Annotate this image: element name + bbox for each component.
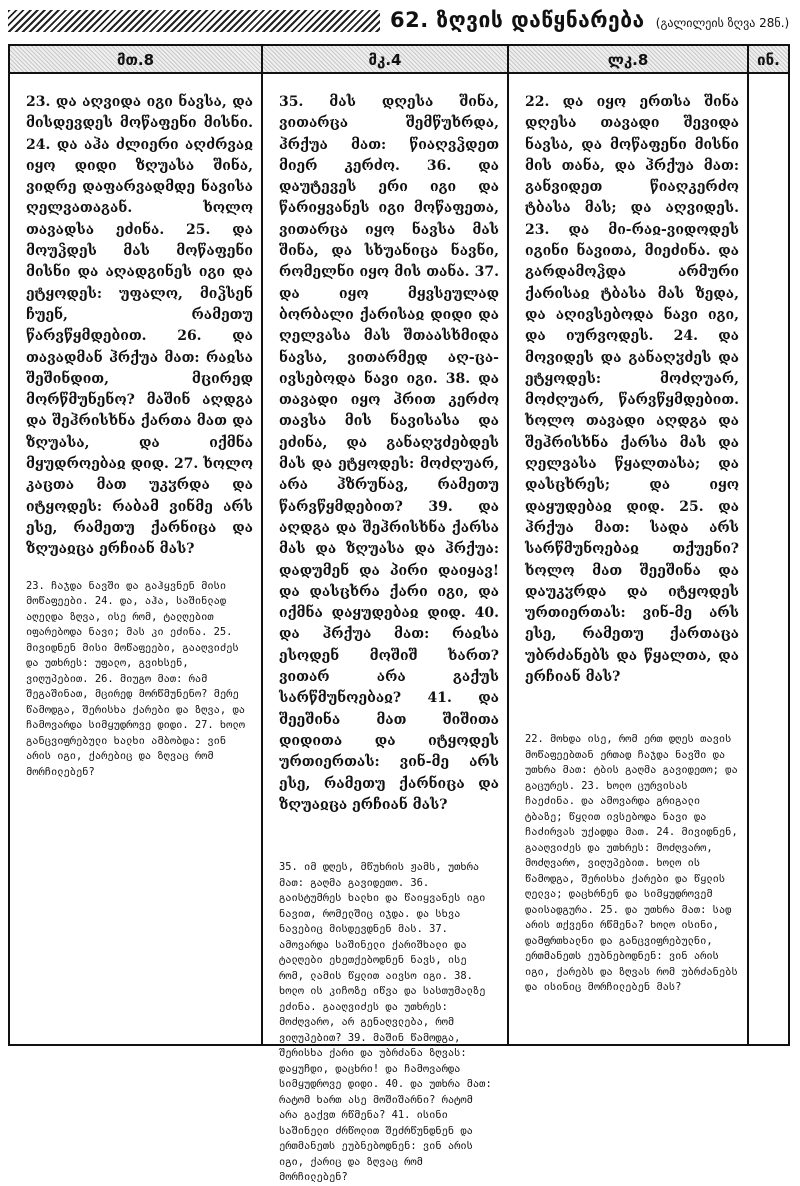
ancient-text-mark: 35. მას დღესა შინა, ვითარცა შემწუხრდა, ჰრქუა მათ: წიაღვჴდეთ მიერ კერძო. 36. და დაუტევეს ერი იგი და წარიყვანეს იგი მოწაფეთა, ვითარცა იყო ნავსა მას შინა, და სხუანიცა ნავნი, რომელნი იყო მის თანა. 37. და იყო მყვსეულად ბორბალი ქარისაჲ დიდი და ღელვასა მას შთაასხმიდა ნავსა, ვითარმედ აღ-ცა-ივსებოდა ნავი იგი. 38. და თავადი იყო ჰრით კერძო თავსა მის ნავისასა და ეძინა, და განაღჳძებდეს მას და ეტყოდეს: მოძღუარ, არა ჰზრუნავ, რამეთუ წარვწყმდებით? 39. და აღდგა და შეჰრისხნა ქარსა მას და ზღუასა და ჰრქუა: დადუმენ და პირი დაიყავ! და დასცხრა ქარი იგი, და იქმნა დაყუდებაჲ დიდ. 40. და ჰრქუა მათ: რაჲსა ესოდენ მოშიშ ხართ? ვითარ არა გაქუს სარწმუნოებაჲ? 41. და შეეშინა მათ შიშითა დიდითა და იტყოდეს ურთიერთას: ვინ-მე არს ესე, რამეთუ ქარნიცა და ზღუაჲცა ერჩიან მას?: [279, 94, 499, 813]
column-matthew: [10, 74, 261, 1044]
ancient-text-luke: 22. და იყო ერთსა შინა დღესა თავადი შევიდა ნავსა, და მოწაფენი მისნი მის თანა, და ჰრქუა მათ: განვიდეთ წიაღკერძო ტბასა მას; და აღვიდეს. 23. და მი-რაჲ-ვიდოდეს იგინი ნავითა, მიეძინა. და გარდამოჴდა არმური ქარისაჲ ტბასა მას ზედა, და აღივსებოდა ნავი იგი, და იურვოდეს. 24. და მოვიდეს და განაღჳძეს და ეტყოდეს: მოძღუარ, მოძღუარ, წარვწყმდებით. ხოლო თავადი აღდგა და შეჰრისხნა ქარსა მას და ღელვასა წყალთასა; და დასცხრეს; და იყო დაყუდებაჲ დიდ. 25. და ჰრქუა მათ: სადა არს სარწმუნოებაჲ თქუენი? ხოლო მათ შეეშინა და დაუკჳრდა და იტყოდეს ურთიერთას: ვინ-მე არს ესე, რამეთუ ქართაცა უბრძანებს და წყალთა, და ერჩიან მას?: [525, 94, 739, 686]
column-header-luke: ლკ.8: [509, 46, 747, 74]
section-title: [390, 8, 792, 36]
modern-text-luke: 22. მოხდა ისე, რომ ერთ დღეს თავის მოწაფეებთან ერთად ჩაჯდა ნავში და უთხრა მათ: ტბის გაღმა გავიდეთო; და გაცურეს. 23. ხოლო ცურვისას ჩაეძინა. და ამოვარდა გრიგალი ტბაზე; წყლით ივსებოდა ნავი და ჩაძირვას უქადდა მათ. 24. მივიდნენ, გააღვიძეს და უთხრეს: მოძღვარო, მოძღვარო, ვიღუპებით. ხოლო ის წამოდგა, შერისხა ქარები და წყლის ღელვა; დაცხრნენ და სიმყუდროვემ დაისადგურა. 25. და უთხრა მათ: სად არის თქვენი რწმენა? ხოლო ისინი, დამფრთხალნი და განცვიფრებულნი, ერთმანეთს ეუბნებოდნენ: ვინ არის იგი, ქარებს და ზღვას რომ უბრძანებს და ისინიც მორჩილებენ მას?: [525, 733, 738, 994]
modern-text-matthew: 23. ჩაჯდა ნავში და გაჰყვნენ მისი მოწაფეები. 24. და, აჰა, საშინლად აღელდა ზღვა, ისე რომ, ტალღებით იფარებოდა ნავი; მას კი ეძინა. 25. მივიდნენ მისი მოწაფეები, გააღვიძეს და უთხრეს: უფალო, გვიხსენ, ვიღუპებით. 26. მიუგო მათ: რამ შეგაშინათ, მცირედ მორწმუნენო? მერე წამოდგა, შერისხა ქარები და ზღვა, და ჩამოვარდა სიმყუდროვე დიდი. 27. ხოლო განცვიფრებული ხალხი ამბობდა: ვინ არის იგი, ქარებიც და ზღვაც რომ მორჩილებენ?: [26, 579, 245, 778]
header-hatch-decoration: [8, 10, 380, 32]
column-luke: [509, 74, 747, 1044]
modern-text-mark: 35. იმ დღეს, მწუხრის ჟამს, უთხრა მათ: გაღმა გავიდეთო. 36. გაისტუმრეს ხალხი და წაიყვანეს იგი ნავით, რომელშიც იჯდა. და სხვა ნავებიც მისდევდნენ მას. 37. ამოვარდა საშინელი ქარიშხალი და ტალღები ეხეთქებოდნენ ნავს, ისე რომ, ლამის წყლით აივსო იგი. 38. ხოლო ის კიჩოზე იწვა და სასთუმალზე ეძინა. გააღვიძეს და უთხრეს: მოძღვარო, არ გენაღვლება, რომ ვიღუპებით? 39. მაშინ წამოდგა, შერისხა ქარი და უბრძანა ზღვას: დაყუჩდი, დაცხრი! და ჩამოვარდა სიმყუდროვე დიდი. 40. და უთხრა მათ: რატომ ხართ ასე მოშიშარნი? რატომ არა გაქვთ რწმენა? 41. ისინი საშინელი ძრწოლით შეძრწუნდნენ და ერთმანეთს ეუბნებოდნენ: ვინ არის იგი, ქარიც და ზღვაც რომ მორჩილებენ?: [279, 861, 492, 1184]
column-header-matthew: მთ.8: [10, 46, 261, 74]
column-header-mark: მკ.4: [263, 46, 507, 74]
section-title-location: (გალილეის ზღვა 28ნ.): [655, 16, 790, 30]
header-bar: [8, 6, 792, 36]
ancient-text-matthew: 23. და აღვიდა იგი ნავსა, და მისდევდეს მოწაფენი მისნი. 24. და აჰა ძლიერი აღძრვაჲ იყო დიდი ზღუასა შინა, ვიდრე დაფარვადმდე ნავისა ღელვათაგან. ხოლო თავადსა ეძინა. 25. და მოუჴდეს მას მოწაფენი მისნი და აღადგინეს იგი და ეტყოდეს: უფალო, მიჴსენ ჩუენ, რამეთუ წარვწყმდებით. 26. და თავადმან ჰრქუა მათ: რაჲსა შეშინდით, მცირედ მორწმუნენო? მაშინ აღდგა და შეჰრისხნა ქართა მათ და ზღუასა, და იქმნა მყუდროებაჲ დიდ. 27. ხოლო კაცთა მათ უკჳრდა და იტყოდეს: რაბამ ვინმე არს ესე, რამეთუ ქარნიცა და ზღუაჲცა ერჩიან მას?: [26, 94, 253, 558]
column-john: [749, 74, 788, 1044]
section-title-main: 62. ზღვის დაწყნარება: [390, 8, 645, 32]
gospel-parallel-table: [8, 44, 790, 1184]
column-mark: [263, 74, 507, 1184]
column-header-john: ინ.: [749, 46, 788, 74]
